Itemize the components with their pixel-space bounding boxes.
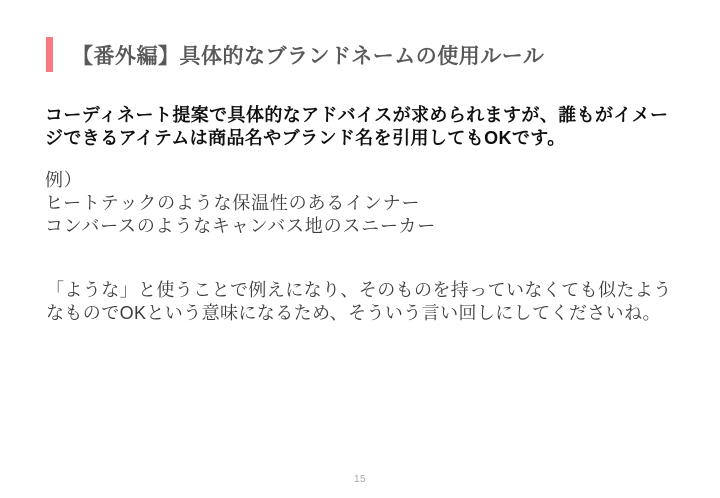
intro-line-2: ジできるアイテムは商品名やブランド名を引用してもOKです。 — [45, 128, 566, 148]
page-number: 15 — [353, 474, 367, 485]
note-paragraph — [46, 279, 672, 325]
example-item-1: ヒートテックのような保温性のあるインナー — [45, 193, 421, 213]
page-title: 【番外編】具体的なブランドネームの使用ルール — [72, 44, 545, 68]
example-label: 例） — [45, 170, 83, 190]
intro-paragraph — [45, 104, 668, 150]
slide-header — [46, 37, 544, 72]
examples-block — [45, 169, 436, 238]
intro-line-1: コーディネート提案で具体的なアドバイスが求められますが、誰もがイメー — [45, 105, 669, 125]
example-item-2: コンバースのようなキャンバス地のスニーカー — [45, 216, 437, 236]
note-line-1: 「ような」と使うことで例えになり、そのものを持っていなくても似たよう — [46, 280, 672, 300]
note-line-2: なものでOKという意味になるため、そういう言い回しにしてくださいね。 — [46, 303, 661, 323]
page-footer — [0, 469, 720, 487]
title-accent-bar — [46, 37, 53, 72]
